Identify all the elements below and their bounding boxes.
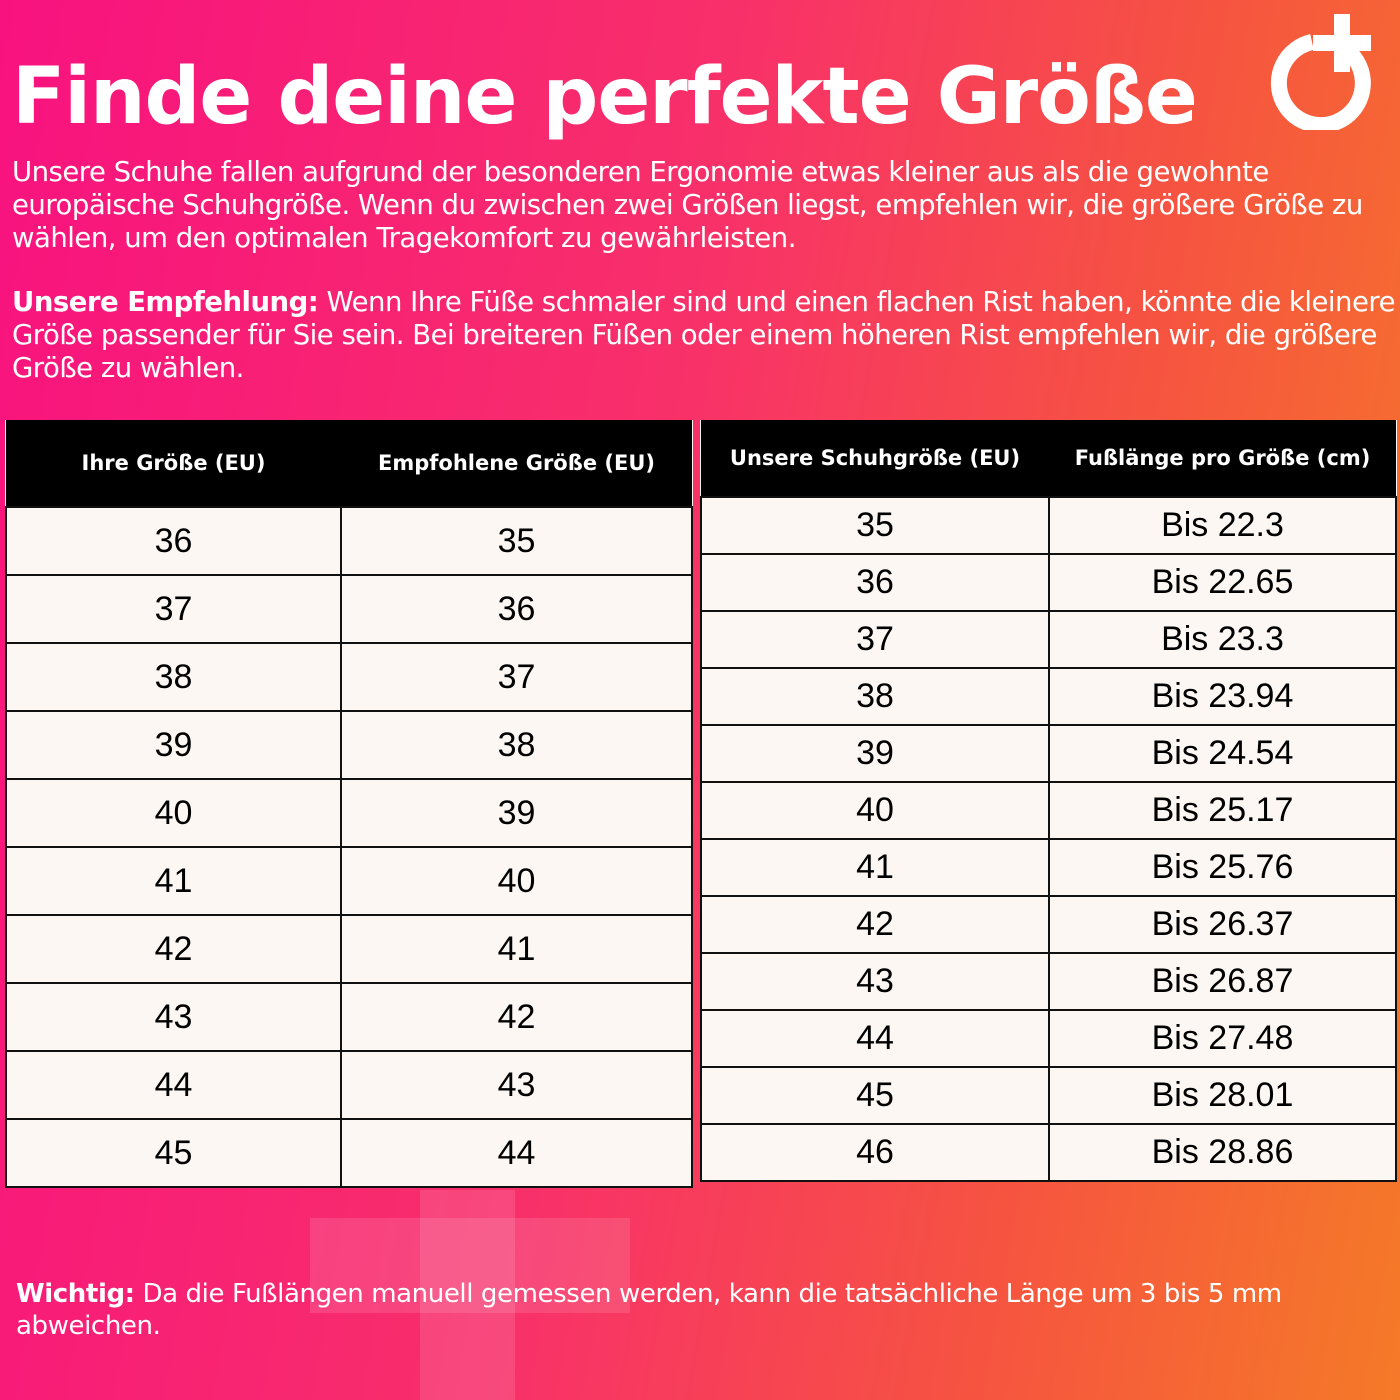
table-cell: 40: [701, 782, 1049, 839]
table-cell: 37: [701, 611, 1049, 668]
table-cell: 42: [6, 915, 341, 983]
table-row: [6, 643, 692, 711]
table-cell: 39: [341, 779, 692, 847]
note-label: Wichtig:: [16, 1279, 135, 1309]
table-cell: 45: [6, 1119, 341, 1187]
table-cell: 41: [6, 847, 341, 915]
table-cell: 36: [6, 507, 341, 575]
column-header: Ihre Größe (EU): [6, 420, 341, 507]
page-title: Finde deine perfekte Größe: [12, 52, 1197, 142]
recommendation-body: Wenn Ihre Füße schmaler sind und einen flachen Rist haben, könnte die kleinere Größe passender für Sie sein. Bei breiteren Füßen oder einem höheren Rist empfehlen wir, die größere Größe zu wählen.: [12, 286, 1396, 384]
table-cell: Bis 24.54: [1049, 725, 1396, 782]
table-cell: 44: [6, 1051, 341, 1119]
table-row: [701, 839, 1396, 896]
column-header: Fußlänge pro Größe (cm): [1049, 420, 1396, 497]
table-cell: 43: [6, 983, 341, 1051]
table-row: [701, 725, 1396, 782]
table-row: [701, 1010, 1396, 1067]
o-plus-logo-icon: [1262, 12, 1382, 130]
table-cell: 46: [701, 1124, 1049, 1181]
table-row: [6, 779, 692, 847]
table-cell: Bis 25.17: [1049, 782, 1396, 839]
recommended-size-table: [5, 420, 693, 1188]
table-cell: 38: [701, 668, 1049, 725]
table-row: [701, 497, 1396, 554]
table-row: [6, 711, 692, 779]
table-cell: Bis 23.94: [1049, 668, 1396, 725]
table-cell: Bis 26.87: [1049, 953, 1396, 1010]
table-cell: 43: [341, 1051, 692, 1119]
table-row: [701, 896, 1396, 953]
table-cell: Bis 28.86: [1049, 1124, 1396, 1181]
table-cell: Bis 22.3: [1049, 497, 1396, 554]
table-cell: 42: [701, 896, 1049, 953]
table-cell: 37: [341, 643, 692, 711]
column-header: Unsere Schuhgröße (EU): [701, 420, 1049, 497]
table-cell: 40: [341, 847, 692, 915]
recommendation-label: Unsere Empfehlung:: [12, 286, 319, 318]
table-cell: Bis 22.65: [1049, 554, 1396, 611]
note-body: Da die Fußlängen manuell gemessen werden, kann die tatsächliche Länge um 3 bis 5 mm abweichen.: [16, 1279, 1282, 1341]
table-cell: 43: [701, 953, 1049, 1010]
table-cell: Bis 23.3: [1049, 611, 1396, 668]
table-row: [701, 554, 1396, 611]
table-cell: 45: [701, 1067, 1049, 1124]
table-row: [6, 915, 692, 983]
table-row: [6, 983, 692, 1051]
table-cell: 35: [701, 497, 1049, 554]
table-cell: 44: [701, 1010, 1049, 1067]
intro-text: Unsere Schuhe fallen aufgrund der besonderen Ergonomie etwas kleiner aus als die gewohnte europäische Schuhgröße. Wenn du zwischen zwei Größen liegst, empfehlen wir, die größere Größe zu wählen, um den optimalen Tragekomfort zu gewährleisten.: [12, 156, 1363, 254]
table-row: [6, 847, 692, 915]
table-cell: Bis 25.76: [1049, 839, 1396, 896]
table-row: [701, 953, 1396, 1010]
important-note: [16, 1278, 1396, 1342]
table-row: [6, 1119, 692, 1187]
table-cell: 42: [341, 983, 692, 1051]
table-row: [701, 782, 1396, 839]
table-cell: Bis 26.37: [1049, 896, 1396, 953]
table-cell: 39: [6, 711, 341, 779]
table-cell: Bis 27.48: [1049, 1010, 1396, 1067]
table-cell: 41: [701, 839, 1049, 896]
table-cell: 40: [6, 779, 341, 847]
column-header: Empfohlene Größe (EU): [341, 420, 692, 507]
table-cell: 36: [341, 575, 692, 643]
table-row: [701, 611, 1396, 668]
table-cell: 38: [6, 643, 341, 711]
foot-length-table: [700, 420, 1397, 1182]
table-row: [6, 1051, 692, 1119]
table-row: [6, 575, 692, 643]
table-cell: 38: [341, 711, 692, 779]
table-row: [701, 668, 1396, 725]
table-row: [701, 1124, 1396, 1181]
table-cell: 36: [701, 554, 1049, 611]
table-cell: 35: [341, 507, 692, 575]
table-cell: 44: [341, 1119, 692, 1187]
table-cell: 37: [6, 575, 341, 643]
table-row: [701, 1067, 1396, 1124]
recommendation-text: [12, 286, 1397, 385]
table-row: [6, 507, 692, 575]
table-cell: 41: [341, 915, 692, 983]
table-cell: 39: [701, 725, 1049, 782]
table-cell: Bis 28.01: [1049, 1067, 1396, 1124]
